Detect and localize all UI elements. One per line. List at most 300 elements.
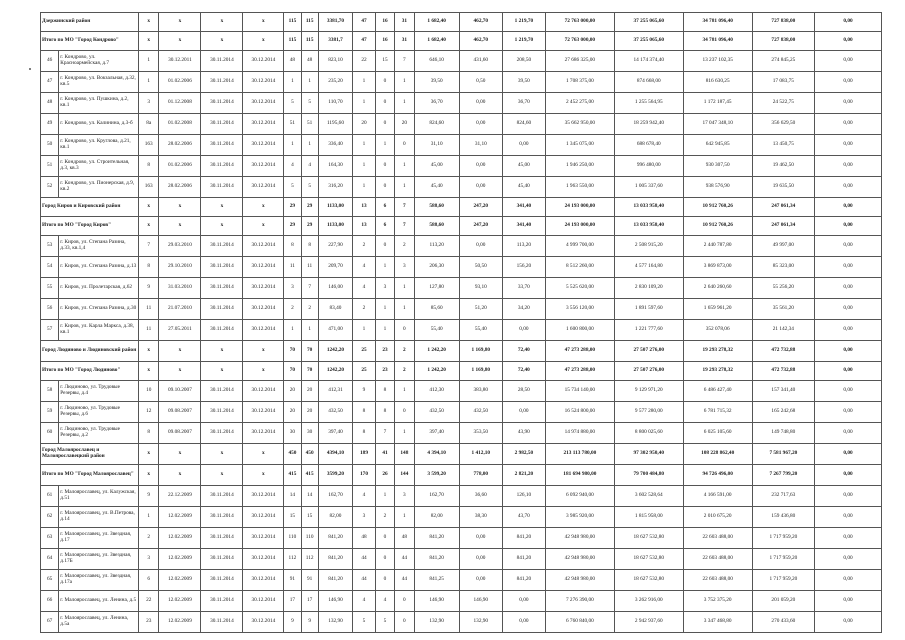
address-cell: г. Киров, ул. Степана Разина, д.30	[59, 299, 139, 320]
value-cell: 450	[301, 444, 318, 465]
value-cell: 30.11.2014	[201, 549, 243, 570]
table-row	[41, 135, 882, 156]
value-cell: 41	[375, 444, 394, 465]
value-cell: 10 912 760,26	[683, 217, 752, 236]
value-cell: x	[159, 32, 201, 51]
value-cell: 0,00	[815, 549, 882, 570]
value-cell: 37 255 065,60	[614, 13, 683, 32]
value-cell: x	[201, 362, 243, 381]
value-cell: 22 603 488,00	[683, 549, 752, 570]
value-cell: 30.11.2014	[201, 402, 243, 423]
address-cell: г. Малоярославец, ул. В.Петрова, д.14	[59, 507, 139, 528]
value-cell: x	[159, 444, 201, 465]
value-cell: 51	[301, 114, 318, 135]
value-cell: 0,00	[502, 135, 545, 156]
row-number: 48	[41, 93, 59, 114]
value-cell: 688 678,40	[614, 135, 683, 156]
value-cell: 0,00	[502, 320, 545, 341]
table-row	[41, 51, 882, 72]
value-cell: 22 603 488,00	[683, 570, 752, 591]
value-cell: 0,50	[459, 72, 502, 93]
value-cell: 30.11.2014	[201, 299, 243, 320]
subtotal-label: Город Людиново и Людиновский район	[41, 341, 139, 362]
value-cell: 23	[138, 612, 158, 633]
value-cell: 24 193 000,00	[545, 217, 614, 236]
value-cell: 132,90	[318, 612, 352, 633]
value-cell: 3 599,20	[414, 465, 459, 486]
value-cell: 1	[375, 486, 394, 507]
subtotal-label: Дзержинский район	[41, 13, 139, 32]
value-cell: 7 276 390,00	[545, 591, 614, 612]
row-number: 62	[41, 507, 59, 528]
value-cell: 206,30	[414, 257, 459, 278]
value-cell: 8	[138, 257, 158, 278]
value-cell: 30.12.2014	[243, 486, 284, 507]
value-cell: 0,00	[815, 341, 882, 362]
value-cell: 1	[375, 135, 394, 156]
value-cell: 3	[395, 486, 414, 507]
subtotal-label: Город Малоярославец и Малоярославецкий район	[41, 444, 139, 465]
value-cell: 0,00	[815, 135, 882, 156]
value-cell: 30.12.2014	[243, 612, 284, 633]
value-cell: 208,50	[502, 51, 545, 72]
row-number: 46	[41, 51, 59, 72]
address-cell: г. Кондрово, ул. Строительная, д.3, кв.3	[59, 156, 139, 177]
value-cell: 397,40	[318, 423, 352, 444]
value-cell: 47 273 288,00	[545, 362, 614, 381]
value-cell: 164,30	[318, 156, 352, 177]
value-cell: 47	[353, 13, 376, 32]
value-cell: 17	[284, 591, 301, 612]
address-cell: г. Кондрово, ул. Круглова, д.21, кв.1	[59, 135, 139, 156]
value-cell: 6	[375, 217, 394, 236]
value-cell: 0,00	[815, 114, 882, 135]
value-cell: 5	[284, 177, 301, 198]
value-cell: 2	[353, 299, 376, 320]
value-cell: 30.12.2014	[243, 402, 284, 423]
value-cell: 36,70	[414, 93, 459, 114]
value-cell: 9	[301, 612, 318, 633]
value-cell: 43,90	[502, 423, 545, 444]
value-cell: 227,90	[318, 236, 352, 257]
value-cell: 415	[284, 465, 301, 486]
value-cell: 1	[395, 93, 414, 114]
value-cell: 30.11.2014	[201, 381, 243, 402]
value-cell: 55,40	[414, 320, 459, 341]
value-cell: 8a	[138, 114, 158, 135]
value-cell: 3	[375, 278, 394, 299]
value-cell: 2	[395, 362, 414, 381]
value-cell: 0,00	[502, 402, 545, 423]
value-cell: 146,90	[459, 591, 502, 612]
value-cell: 1	[284, 320, 301, 341]
value-cell: 24 522,75	[752, 93, 814, 114]
subtotal-label: Итого по МО "Город Киров"	[41, 217, 139, 236]
value-cell: 1 708 375,00	[545, 72, 614, 93]
value-cell: 146,90	[318, 591, 352, 612]
value-cell: 1 242,20	[414, 341, 459, 362]
value-cell: 1195,60	[318, 114, 352, 135]
value-cell: 1 963 550,00	[545, 177, 614, 198]
value-cell: 4	[353, 486, 376, 507]
value-cell: 0,00	[815, 591, 882, 612]
value-cell: 0	[375, 156, 394, 177]
value-cell: 70	[284, 341, 301, 362]
value-cell: 816 630,25	[683, 72, 752, 93]
value-cell: 51	[284, 114, 301, 135]
value-cell: 30.12.2014	[243, 51, 284, 72]
value-cell: 28.02.2006	[159, 135, 201, 156]
value-cell: 4	[353, 278, 376, 299]
value-cell: x	[138, 32, 158, 51]
value-cell: 1 005 337,60	[614, 177, 683, 198]
value-cell: x	[243, 341, 284, 362]
value-cell: 1 659 961,20	[683, 299, 752, 320]
value-cell: 0,00	[815, 93, 882, 114]
value-cell: 1	[138, 72, 158, 93]
address-cell: г. Киров, ул. Карла Маркса, д.38, кв.1	[59, 320, 139, 341]
value-cell: 30.12.2014	[243, 278, 284, 299]
value-cell: 113,20	[502, 236, 545, 257]
value-cell: 1 219,70	[502, 32, 545, 51]
value-cell: 2	[375, 507, 394, 528]
value-cell: 18 627 532,80	[614, 528, 683, 549]
value-cell: 1	[395, 299, 414, 320]
value-cell: 0,00	[815, 236, 882, 257]
value-cell: 44	[395, 570, 414, 591]
value-cell: 1 255 564,95	[614, 93, 683, 114]
value-cell: x	[243, 465, 284, 486]
value-cell: 55,40	[459, 320, 502, 341]
row-number: 64	[41, 549, 59, 570]
value-cell: 1	[353, 93, 376, 114]
value-cell: 39,50	[502, 72, 545, 93]
address-cell: г. Кондрово, ул. Калинина, д.3-б	[59, 114, 139, 135]
value-cell: 91	[284, 570, 301, 591]
value-cell: 646,10	[414, 51, 459, 72]
value-cell: 727 838,00	[752, 32, 814, 51]
row-number: 52	[41, 177, 59, 198]
value-cell: 0	[375, 528, 394, 549]
value-cell: 1	[395, 72, 414, 93]
value-cell: 0,00	[815, 570, 882, 591]
value-cell: 15	[301, 507, 318, 528]
table-row	[41, 236, 882, 257]
table-row	[41, 612, 882, 633]
value-cell: 30.11.2014	[201, 257, 243, 278]
value-cell: 1 682,40	[414, 32, 459, 51]
value-cell: 1 172 187,45	[683, 93, 752, 114]
value-cell: 27.05.2011	[159, 320, 201, 341]
value-cell: 42 948 980,00	[545, 549, 614, 570]
value-cell: 1	[353, 320, 376, 341]
value-cell: 1	[375, 320, 394, 341]
value-cell: 9	[284, 612, 301, 633]
value-cell: x	[201, 198, 243, 217]
table-row	[41, 549, 882, 570]
address-cell: г. Малоярославец, ул. Звездная, д.17Б	[59, 549, 139, 570]
value-cell: 1	[301, 320, 318, 341]
value-cell: 11	[138, 320, 158, 341]
value-cell: 247 061,34	[752, 217, 814, 236]
table-row	[41, 591, 882, 612]
value-cell: 51,20	[459, 299, 502, 320]
value-cell: 3	[353, 507, 376, 528]
value-cell: 23	[375, 362, 394, 381]
value-cell: 472 732,88	[752, 341, 814, 362]
value-cell: 1 946 250,00	[545, 156, 614, 177]
value-cell: 824,60	[414, 114, 459, 135]
value-cell: x	[159, 341, 201, 362]
value-cell: 24 193 000,00	[545, 198, 614, 217]
value-cell: 22	[353, 51, 376, 72]
value-cell: 13	[353, 217, 376, 236]
value-cell: 0,00	[459, 114, 502, 135]
value-cell: 16 524 800,00	[545, 402, 614, 423]
value-cell: 10	[138, 381, 158, 402]
value-cell: 45,40	[502, 177, 545, 198]
value-cell: 6 486 427,40	[683, 381, 752, 402]
value-cell: 0,00	[815, 257, 882, 278]
value-cell: 20	[395, 114, 414, 135]
value-cell: 13 033 958,40	[614, 198, 683, 217]
value-cell: 30.12.2014	[243, 591, 284, 612]
value-cell: 146,90	[414, 591, 459, 612]
value-cell: 43,70	[502, 507, 545, 528]
value-cell: 21.07.2010	[159, 299, 201, 320]
value-cell: 3 985 920,00	[545, 507, 614, 528]
table-row	[41, 93, 882, 114]
value-cell: 91	[301, 570, 318, 591]
value-cell: 72,40	[502, 362, 545, 381]
value-cell: 110	[301, 528, 318, 549]
value-cell: 170	[353, 465, 376, 486]
value-cell: 20	[353, 114, 376, 135]
value-cell: x	[159, 465, 201, 486]
table-row	[41, 257, 882, 278]
value-cell: 1	[375, 299, 394, 320]
value-cell: 94 726 496,00	[683, 465, 752, 486]
value-cell: 2 508 915,20	[614, 236, 683, 257]
value-cell: 841,20	[502, 549, 545, 570]
value-cell: 28.02.2006	[159, 177, 201, 198]
value-cell: 181 694 980,00	[545, 465, 614, 486]
row-number: 66	[41, 591, 59, 612]
value-cell: 30.11.2014	[201, 114, 243, 135]
value-cell: 4	[301, 156, 318, 177]
table-row	[41, 486, 882, 507]
value-cell: 0,00	[815, 362, 882, 381]
value-cell: 14	[301, 486, 318, 507]
value-cell: 34 781 096,40	[683, 32, 752, 51]
value-cell: 18 259 942,40	[614, 114, 683, 135]
value-cell: 0,00	[459, 93, 502, 114]
value-cell: 162,70	[414, 486, 459, 507]
value-cell: 1 717 959,20	[752, 570, 814, 591]
value-cell: 7	[375, 423, 394, 444]
value-cell: 1 345 075,00	[545, 135, 614, 156]
value-cell: 93,10	[459, 278, 502, 299]
value-cell: 30.11.2014	[201, 51, 243, 72]
value-cell: 3	[138, 93, 158, 114]
value-cell: 29	[284, 198, 301, 217]
value-cell: x	[201, 341, 243, 362]
value-cell: 472 732,88	[752, 362, 814, 381]
address-cell: г. Киров, ул. Пролетарская, д.62	[59, 278, 139, 299]
value-cell: 727 838,00	[752, 13, 814, 32]
value-cell: 336,40	[318, 135, 352, 156]
value-cell: 38,30	[459, 507, 502, 528]
address-cell: г. Людиново, ул. Трудовые Резервы, д.6	[59, 402, 139, 423]
value-cell: 1 412,10	[459, 444, 502, 465]
value-cell: 0	[375, 177, 394, 198]
value-cell: 3599,20	[318, 465, 352, 486]
value-cell: 30.11.2014	[201, 507, 243, 528]
value-cell: 7 581 967,20	[752, 444, 814, 465]
table-row	[41, 570, 882, 591]
value-cell: 642 945,85	[683, 135, 752, 156]
value-cell: 1 600 800,00	[545, 320, 614, 341]
value-cell: 1	[395, 507, 414, 528]
value-cell: 247 061,34	[752, 198, 814, 217]
value-cell: 146,00	[318, 278, 352, 299]
table-row	[41, 177, 882, 198]
value-cell: x	[159, 217, 201, 236]
value-cell: 09.08.2007	[159, 423, 201, 444]
value-cell: 30.12.2014	[243, 381, 284, 402]
value-cell: 18 627 532,80	[614, 549, 683, 570]
value-cell: 30	[301, 423, 318, 444]
value-cell: x	[138, 13, 158, 32]
value-cell: 3 602 528,64	[614, 486, 683, 507]
address-cell: г. Кондрово, ул. Вокзальная, д.32, кв.5	[59, 72, 139, 93]
value-cell: 8	[284, 236, 301, 257]
value-cell: 2	[395, 341, 414, 362]
value-cell: 0,00	[815, 217, 882, 236]
value-cell: 30.11.2014	[201, 236, 243, 257]
value-cell: 12.02.2009	[159, 612, 201, 633]
value-cell: 30.11.2014	[201, 72, 243, 93]
address-cell: г. Людиново, ул. Трудовые Резервы, д.2	[59, 423, 139, 444]
address-cell: г. Людиново, ул. Трудовые Резервы, д.4	[59, 381, 139, 402]
value-cell: 2	[353, 236, 376, 257]
value-cell: 19 293 278,32	[683, 362, 752, 381]
value-cell: 9	[138, 278, 158, 299]
value-cell: 13 450,75	[752, 135, 814, 156]
value-cell: 159 436,80	[752, 507, 814, 528]
value-cell: 12.02.2009	[159, 549, 201, 570]
value-cell: 1 682,40	[414, 13, 459, 32]
value-cell: 19 635,50	[752, 177, 814, 198]
value-cell: 2 982,50	[502, 444, 545, 465]
value-cell: 8	[375, 381, 394, 402]
value-cell: 1	[138, 51, 158, 72]
value-cell: 8 800 025,60	[614, 423, 683, 444]
value-cell: 0,00	[815, 13, 882, 32]
value-cell: 12.02.2009	[159, 507, 201, 528]
value-cell: 42 948 980,00	[545, 528, 614, 549]
address-cell: г. Малоярославец, ул. Ленина, д.5а	[59, 612, 139, 633]
value-cell: 274 845,25	[752, 51, 814, 72]
value-cell: 112	[301, 549, 318, 570]
row-number: 65	[41, 570, 59, 591]
value-cell: 30.11.2014	[201, 278, 243, 299]
value-cell: 85 323,00	[752, 257, 814, 278]
value-cell: 1	[395, 156, 414, 177]
address-cell: г. Киров, ул. Степана Разина, д.13	[59, 257, 139, 278]
value-cell: 824,60	[502, 114, 545, 135]
value-cell: 47	[353, 32, 376, 51]
value-cell: 37 255 065,60	[614, 32, 683, 51]
value-cell: 01.02.2006	[159, 156, 201, 177]
table-row	[41, 320, 882, 341]
subtotal-row	[41, 444, 882, 465]
subtotal-row	[41, 32, 882, 51]
value-cell: x	[201, 217, 243, 236]
value-cell: 31	[395, 32, 414, 51]
value-cell: 383,80	[459, 381, 502, 402]
value-cell: x	[159, 13, 201, 32]
value-cell: 1 815 958,00	[614, 507, 683, 528]
value-cell: 213 113 780,00	[545, 444, 614, 465]
value-cell: 4 999 700,00	[545, 236, 614, 257]
subtotal-label: Итого по МО "Город Кондрово"	[41, 32, 139, 51]
value-cell: 841,20	[318, 549, 352, 570]
value-cell: x	[138, 217, 158, 236]
value-cell: 189	[353, 444, 376, 465]
value-cell: 18 627 532,80	[614, 570, 683, 591]
value-cell: 4 394,10	[414, 444, 459, 465]
value-cell: 20	[301, 402, 318, 423]
value-cell: 4	[375, 591, 394, 612]
value-cell: 7	[395, 198, 414, 217]
value-cell: 30.11.2014	[201, 570, 243, 591]
value-cell: 72,40	[502, 341, 545, 362]
row-number: 67	[41, 612, 59, 633]
value-cell: 26	[375, 465, 394, 486]
value-cell: 30.12.2014	[243, 93, 284, 114]
subtotal-label: Итого по МО "Город Людиново"	[41, 362, 139, 381]
value-cell: 165 242,68	[752, 402, 814, 423]
value-cell: 14 974 880,00	[545, 423, 614, 444]
value-cell: 1	[395, 177, 414, 198]
value-cell: 4 166 591,00	[683, 486, 752, 507]
value-cell: 11	[301, 257, 318, 278]
address-cell: г. Кондрово, ул. Красноармейская, д.7	[59, 51, 139, 72]
value-cell: 0,00	[815, 278, 882, 299]
value-cell: 7	[138, 236, 158, 257]
value-cell: 50,50	[459, 257, 502, 278]
value-cell: 09.10.2007	[159, 381, 201, 402]
value-cell: 7	[301, 278, 318, 299]
value-cell: 432,50	[414, 402, 459, 423]
value-cell: 25	[353, 341, 376, 362]
value-cell: 127,80	[414, 278, 459, 299]
value-cell: 462,70	[459, 32, 502, 51]
value-cell: 30.11.2014	[201, 320, 243, 341]
value-cell: 841,20	[414, 549, 459, 570]
value-cell: 235,20	[318, 72, 352, 93]
value-cell: 01.02.2006	[159, 72, 201, 93]
value-cell: 0,00	[815, 320, 882, 341]
value-cell: 2 452 275,00	[545, 93, 614, 114]
value-cell: 7	[395, 217, 414, 236]
value-cell: 1242,20	[318, 362, 352, 381]
value-cell: 0	[395, 135, 414, 156]
value-cell: 0,00	[459, 549, 502, 570]
value-cell: 36,70	[502, 93, 545, 114]
value-cell: 30.11.2014	[201, 528, 243, 549]
